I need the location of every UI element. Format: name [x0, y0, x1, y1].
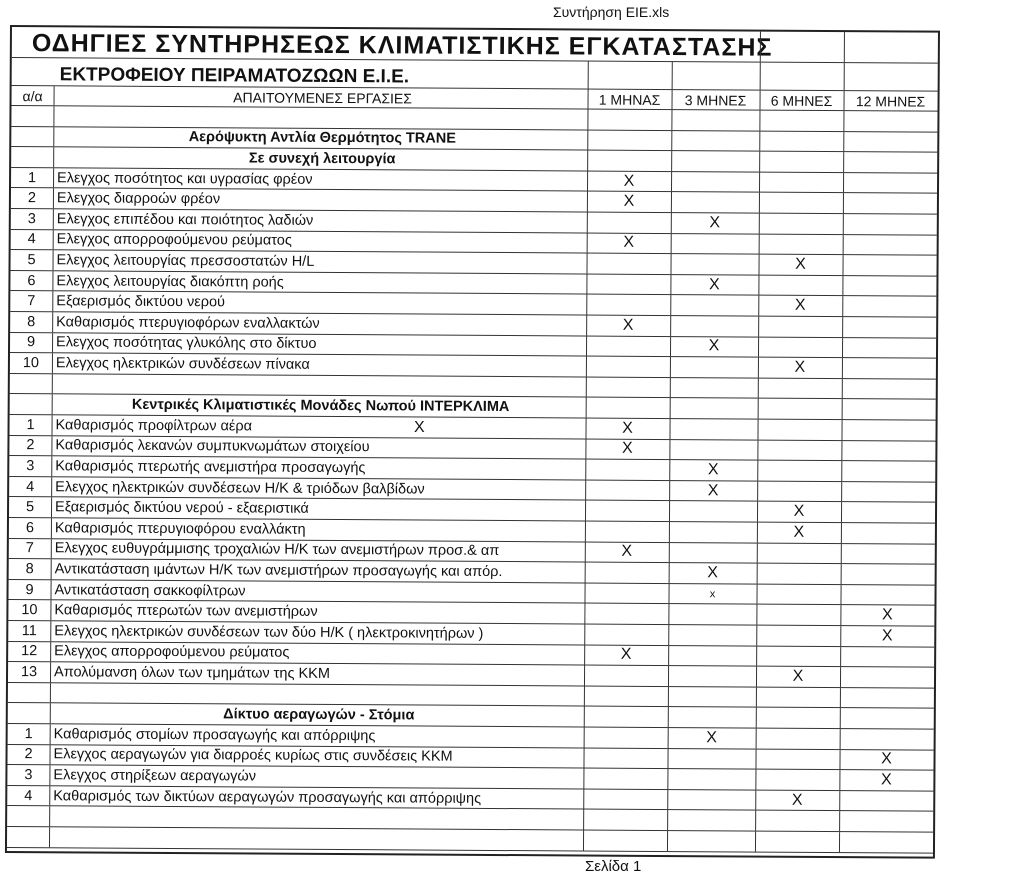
row-number: 8: [25, 561, 34, 578]
mark-3-months: [668, 604, 756, 624]
mark-6-months: [756, 729, 840, 749]
mark-1-month: X: [622, 440, 633, 458]
mark-12-months: [841, 523, 935, 543]
task-description: Ελεγχος ηλεκτρικών συνδέσεων των δύο Η/Κ ( ηλεκτροκινητήρων ): [54, 623, 484, 642]
mark-12-months: [841, 420, 935, 440]
mark-12-months: [841, 461, 935, 481]
mark-1-month: [585, 522, 669, 542]
mark-1-month: [585, 480, 669, 500]
mark-1-month: [587, 213, 671, 233]
row-number: 9: [26, 334, 36, 351]
mark-3-months: X: [709, 275, 720, 293]
mark-1-month: X: [623, 192, 635, 211]
mark-3-months: [671, 172, 759, 192]
section-title-trane: Αερόψυκτη Αντλία Θερμότητος TRANE: [188, 129, 456, 148]
mark-12-months: [841, 441, 935, 461]
mark-1-month: [584, 728, 668, 748]
task-description: Ελεγχος ποσότητος και υγρασίας φρέον: [57, 169, 313, 188]
task-description: Ελεγχος λειτουργίας πρεσσοστατών Η/L: [56, 252, 315, 270]
document-title: ΟΔΗΓΙΕΣ ΣΥΝΤΗΡΗΣΕΩΣ ΚΛΙΜΑΤΙΣΤΙΚΗΣ ΕΓΚΑΤΑΣΤΑΣΗΣ: [31, 29, 773, 62]
mark-6-months: X: [794, 296, 806, 315]
mark-3-months: X: [707, 481, 719, 499]
mark-1-month: [584, 625, 668, 645]
mark-3-months: X: [709, 214, 721, 232]
mark-12-months: [843, 193, 937, 213]
header-6-months: 6 ΜΗΝΕΣ: [770, 92, 833, 109]
mark-1-month: [586, 336, 670, 356]
mark-3-months: [670, 357, 758, 377]
task-description: Απολύμανση όλων των τμημάτων της ΚΚΜ: [53, 664, 330, 682]
mark-12-months: [842, 276, 936, 296]
mark-3-months: [669, 543, 757, 563]
task-description: Καθαρισμός λεκανών συμπυκνωμάτων στοιχείου: [55, 437, 370, 456]
section-title-ducts: Δίκτυο αεραγωγών - Στόμια: [223, 706, 415, 724]
task-description: Καθαρισμός των δικτύων αεραγωγών προσαγωγής και απόρριψης: [53, 787, 482, 807]
task-description: Εξαερισμός δικτύου νερού - εξαεριστικά: [55, 499, 309, 518]
mark-12-months: [840, 729, 934, 749]
mark-6-months: [757, 420, 841, 440]
mark-6-months: [759, 193, 843, 213]
mark-6-months: [758, 337, 842, 357]
mark-6-months: [756, 584, 840, 604]
task-description: Ελεγχος διαρροών φρέον: [56, 190, 221, 208]
mark-1-month: [586, 357, 670, 377]
mark-6-months: X: [795, 255, 806, 273]
row-number: 11: [21, 622, 37, 639]
mark-6-months: [756, 646, 840, 666]
mark-6-months: [759, 214, 843, 234]
mark-6-months: [757, 564, 841, 584]
mark-3-months: [670, 316, 758, 336]
mark-12-months: [840, 647, 934, 667]
row-number: 9: [25, 581, 34, 598]
mark-3-months: [668, 646, 756, 666]
row-number: 6: [27, 272, 36, 289]
mark-12-months: [842, 296, 936, 316]
mark-1-month: X: [621, 543, 633, 561]
mark-6-months: X: [792, 667, 804, 685]
task-description: Καθαρισμός πτερυγιοφόρου εναλλάκτη: [54, 520, 306, 538]
mark-12-months: [843, 173, 937, 193]
task-description: Ελεγχος απορροφούμενου ρεύματος: [56, 231, 292, 250]
mark-1-month: X: [622, 419, 633, 437]
mark-6-months: X: [791, 791, 803, 809]
mark-12-months: X: [881, 750, 892, 768]
row-number: 2: [27, 190, 37, 207]
mark-1-month: [585, 501, 669, 521]
task-description: Καθαρισμός στομίων προσαγωγής και απόρριψης: [53, 726, 376, 745]
mark-1-month: [583, 789, 667, 809]
mark-1-month: [584, 666, 668, 686]
header-1-month: 1 ΜΗΝΑΣ: [598, 91, 661, 108]
mark-12-months: [841, 544, 935, 564]
mark-1-month: [585, 563, 669, 583]
mark-12-months: [841, 502, 935, 522]
mark-6-months: [757, 543, 841, 563]
mark-6-months: [757, 461, 841, 481]
row-number: 1: [27, 169, 37, 186]
mark-3-months: [668, 625, 756, 645]
task-description: Αντικατάσταση ιμάντων Η/Κ των ανεμιστήρων προσαγωγής και απόρ.: [54, 561, 503, 581]
mark-6-months: [756, 605, 840, 625]
header-3-months: 3 ΜΗΝΕΣ: [684, 91, 747, 108]
mark-3-months: [669, 419, 757, 439]
mark-12-months: [842, 338, 936, 358]
mark-12-months: X: [881, 627, 893, 645]
row-number: 7: [27, 293, 36, 310]
mark-12-months: [839, 791, 933, 811]
header-12-months: 12 ΜΗΝΕΣ: [855, 92, 926, 110]
row-number: 1: [24, 725, 33, 742]
row-number: 3: [27, 210, 36, 227]
mark-1-month: X: [620, 646, 632, 664]
mark-3-months: [669, 501, 757, 521]
mark-6-months: [758, 275, 842, 295]
mark-12-months: X: [882, 606, 893, 624]
mark-6-months: X: [793, 523, 805, 541]
row-number: 2: [26, 437, 35, 454]
mark-3-months: [671, 192, 759, 212]
mark-1-month: X: [623, 172, 635, 190]
mark-1-month: [586, 274, 670, 294]
mark-6-months: [755, 770, 839, 790]
mark-6-months: [759, 172, 843, 192]
row-number: 6: [25, 519, 35, 536]
task-description: Ελεγχος αεραγωγών για διαρροές κυρίως στις συνδέσεις ΚΚΜ: [53, 746, 453, 766]
mark-3-months: X: [707, 564, 719, 582]
page-number: Σελίδα 1: [585, 858, 642, 875]
task-description: Ελεγχος ποσότητας γλυκόλης στο δίκτυο: [56, 334, 317, 353]
row-number: 10: [22, 355, 40, 372]
mark-1-month: [583, 748, 667, 768]
row-number: 5: [25, 499, 35, 516]
mark-12-months: [840, 585, 934, 605]
header-task: ΑΠΑΙΤΟΥΜΕΝΕΣ ΕΡΓΑΣΙΕΣ: [233, 88, 412, 106]
row-number: 1: [26, 416, 35, 433]
mark-12-months: [842, 317, 936, 337]
mark-3-months: [667, 790, 755, 810]
row-number: 5: [27, 252, 36, 269]
mark-1-month: X: [622, 316, 634, 334]
task-description: Αντικατάσταση σακκοφίλτρων: [54, 581, 246, 600]
row-number: 10: [21, 602, 38, 619]
header-num: α/α: [22, 87, 43, 104]
row-number: 4: [24, 787, 33, 804]
task-description: Ελεγχος ευθυγράμμισης τροχαλιών Η/Κ των ανεμιστήρων προσ.& απ: [54, 540, 500, 560]
mark-3-months: [669, 522, 757, 542]
mark-3-months: x: [709, 587, 716, 600]
row-number: 3: [24, 767, 33, 784]
task-description: Καθαρισμός πτερωτής ανεμιστήρα προσαγωγής: [55, 458, 366, 477]
mark-6-months: [758, 317, 842, 337]
row-number: 7: [25, 540, 34, 557]
maintenance-sheet: [5, 25, 940, 859]
row-number: 2: [24, 746, 33, 763]
mark-1-month: [585, 460, 669, 480]
mark-3-months: [671, 234, 759, 254]
mark-6-months: [759, 234, 843, 254]
row-number: 4: [26, 478, 35, 495]
stray-mark: X: [414, 419, 425, 436]
row-number: 12: [21, 643, 38, 660]
task-description: Ελεγχος απορροφούμενου ρεύματος: [54, 643, 290, 662]
blank-row: [7, 827, 933, 853]
mark-1-month: X: [623, 234, 635, 252]
file-name: Συντήρηση ΕΙΕ.xls: [553, 4, 670, 20]
document-subtitle: ΕΚΤΡΟΦΕΙΟΥ ΠΕΙΡΑΜΑΤΟΖΩΩΝ Ε.Ι.Ε.: [59, 64, 410, 88]
task-description: Ελεγχος ηλεκτρικών συνδέσεων Η/Κ & τριόδων βαλβίδων: [55, 478, 425, 498]
mark-3-months: [667, 749, 755, 769]
task-description: Ελεγχος επιπέδου και ποιότητος λαδιών: [56, 211, 314, 229]
mark-6-months: [757, 481, 841, 501]
row-number: 3: [26, 458, 35, 475]
mark-3-months: X: [708, 337, 720, 355]
mark-1-month: [584, 583, 668, 603]
row-number: 4: [27, 231, 36, 248]
mark-6-months: X: [794, 358, 806, 376]
mark-3-months: [670, 295, 758, 315]
mark-6-months: [756, 626, 840, 646]
row-number: 8: [27, 313, 36, 330]
row-number: 13: [20, 664, 38, 681]
task-description: Καθαρισμός πτερωτών των ανεμιστήρων: [54, 602, 318, 621]
mark-12-months: [842, 358, 936, 378]
mark-3-months: [669, 440, 757, 460]
mark-3-months: X: [707, 461, 719, 479]
section-subtitle-continuous: Σε συνεχή λειτουργία: [248, 150, 396, 168]
task-description: Καθαρισμός πτερυγιοφόρων εναλλακτών: [56, 314, 320, 332]
mark-3-months: [670, 254, 758, 274]
task-description: Ελεγχος λειτουργίας διακόπτη ροής: [56, 272, 284, 291]
mark-6-months: X: [793, 502, 805, 521]
mark-12-months: [842, 255, 936, 275]
mark-12-months: [843, 235, 937, 255]
mark-3-months: [668, 666, 756, 686]
task-description: Καθαρισμός προφίλτρων αέρα: [55, 417, 253, 435]
mark-1-month: [584, 604, 668, 624]
mark-1-month: [586, 295, 670, 315]
mark-12-months: X: [881, 771, 892, 789]
mark-1-month: [583, 769, 667, 789]
mark-6-months: [755, 749, 839, 769]
mark-12-months: [840, 667, 934, 687]
task-description: Εξαερισμός δικτύου νερού: [56, 293, 226, 311]
task-description: Ελεγχος στηρίξεων αεραγωγών: [53, 767, 257, 785]
mark-12-months: [841, 482, 935, 502]
mark-3-months: [667, 769, 755, 789]
mark-3-months: X: [706, 729, 718, 747]
mark-12-months: [841, 564, 935, 584]
task-description: Ελεγχος ηλεκτρικών συνδέσεων πίνακα: [55, 355, 310, 373]
section-title-ahu: Κεντρικές Κλιματιστικές Μονάδες Νωπού ΙΝΤΕΡΚΛΙΜΑ: [131, 396, 510, 416]
mark-6-months: [757, 440, 841, 460]
mark-1-month: [586, 254, 670, 274]
mark-12-months: [843, 214, 937, 234]
